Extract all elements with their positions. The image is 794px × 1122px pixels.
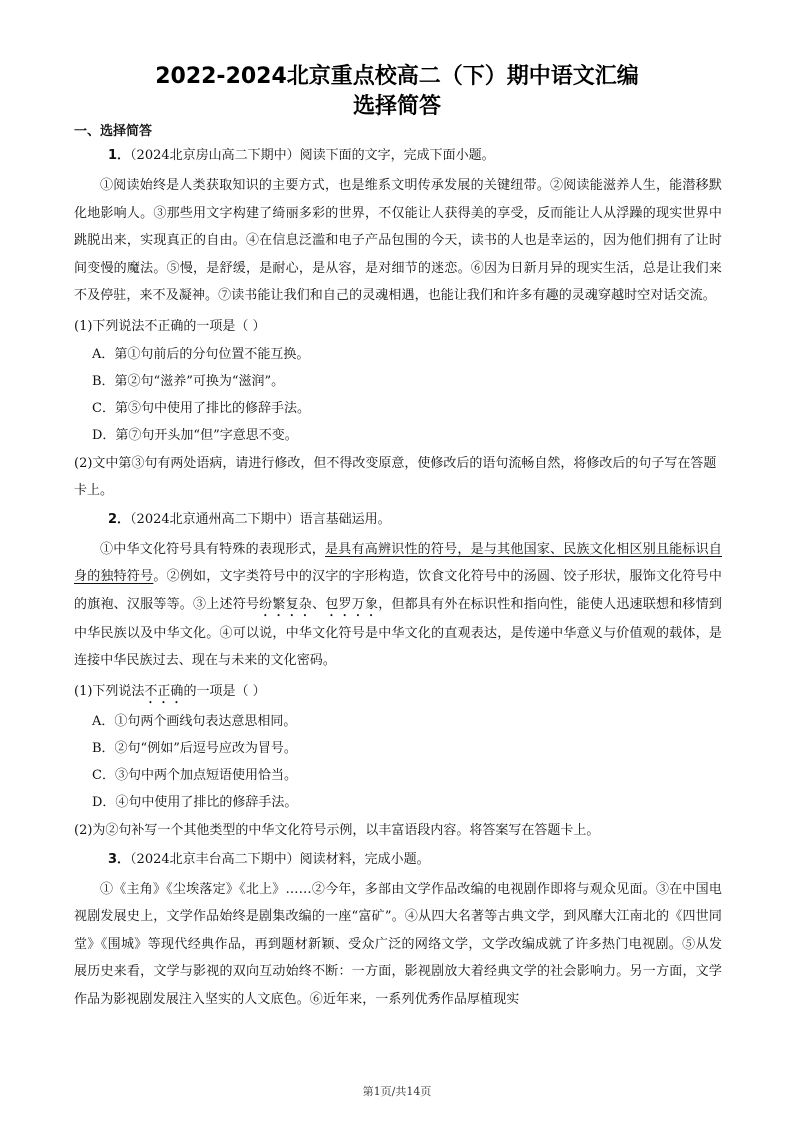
question-3-source: （2024北京丰台高二下期中） [130,851,300,867]
question-3-number: 3． [108,851,131,867]
question-2-option-b: B．②句“例如”后逗号应改为冒号。 [92,740,297,756]
sub-text: (1)下列说法 [74,683,145,699]
question-2-option-d: D．④句中使用了排比的修辞手法。 [92,794,298,810]
document-title-line1: 2022-2024北京重点校高二（下）期中语文汇编 [155,64,639,89]
question-1-option-a: A．第①句前后的分句位置不能互换。 [92,346,310,362]
passage-text: ，但都具有外在标识性和指向性，能使人迅速联想和移情到中华民族以及中华文化。④可以说，中华文化符号是中华文化的直观表达，是传递中华意义与价值观的载体，是连接中华民族过去、现在与未来的文化密码。 [74,596,722,668]
question-1-passage: ①阅读始终是人类获取知识的主要方式，也是维系文明传承发展的关键纽带。②阅读能滋养人生，能潜移默化地影响人。③那些用文字构建了绮丽多彩的世界，不仅能让人获得美的享受，反而能让人从浮躁的现实世界中跳脱出来，实现真正的自由。④在信息泛滥和电子产品包围的今天，读书的人也是幸运的，因为他们拥有了让时间变慢的魔法。⑤慢，是舒缓，是耐心，是从容，是对细节的迷恋。⑥因为日新月异的现实生活，总是让我们来不及停驻，来不及凝神。⑦读书能让我们和自己的灵魂相遇，也能让我们和许多有趣的灵魂穿越时空对话交流。 [74,178,722,303]
section-heading: 一、选择简答 [74,124,153,139]
question-3-passage: ①《主角》《尘埃落定》《北上》……②今年，多部由文学作品改编的电视剧作即将与观众见面。③在中国电视剧发展史上，文学作品始终是剧集改编的一座“富矿”。④从四大名著等古典文学，到风靡大江南北的《四世同堂》《围城》等现代经典作品，再到题材新颖、受众广泛的网络文学，文学改编成就了许多热门电视剧。⑤从发展历史来看，文学与影视的双向互动始终不断：一方面，影视剧放大着经典文学的社会影响力。另一方面，文学作品为影视剧发展注入坚实的人文底色。⑥近年来，一系列优秀作品厚植现实 [74,881,722,1007]
question-2-prompt: 语言基础运用。 [299,511,391,527]
question-1-prompt: 阅读下面的文字，完成下面小题。 [299,148,495,163]
question-1-header [74,144,722,168]
question-1-number: 1． [108,148,131,163]
question-2-option-a: A．①句两个画线句表达意思相同。 [92,713,297,729]
question-3-header [74,848,722,872]
dotted-phrase: 包罗万象 [325,596,379,612]
question-2-option-c: C．③句中两个加点短语使用恰当。 [92,767,297,783]
question-3-prompt: 阅读材料，完成小题。 [299,851,430,867]
passage-text: ①中华文化符号具有特殊的表现形式， [100,541,326,557]
question-2-sub1 [74,678,722,707]
passage-text: 、 [312,596,326,612]
passage-text: 。②例如，文字类符号中的汉字的字形构造，饮食文化符号中的汤圆、饺子形状，服饰文化符号中的旗袍、汉服等等。③上述符号 [74,569,722,612]
document-body [74,140,722,1016]
question-2-passage [74,536,722,675]
question-1-sub2: (2)文中第③句有两处语病，请进行修改，但不得改变原意，使修改后的语句流畅自然，将修改后的句子写在答题卡上。 [74,455,717,498]
question-2-sub2: (2)为②句补写一个其他类型的中华文化符号示例，以丰富语段内容。将答案写在答题卡上。 [74,822,600,838]
question-1-option-d: D．第⑦句开头加“但”字意思不变。 [92,427,298,443]
question-2-source: （2024北京通州高二下期中） [130,511,300,527]
dotted-phrase: 纷繁复杂 [259,596,313,612]
sub-text: 的一项是（ ） [183,683,266,699]
question-1-sub1: (1)下列说法不正确的一项是（ ） [74,318,266,334]
question-1-option-c: C．第⑤句中使用了排比的修辞手法。 [92,400,310,416]
question-1-option-b: B．第②句“滋养”可换为“滋润”。 [92,373,285,389]
question-2-header [74,508,722,532]
page-footer: 第1页/共14页 [362,1085,432,1098]
dotted-word: 不正确 [144,683,184,699]
document-title-line2: 选择简答 [352,94,441,119]
question-2-number: 2． [108,511,131,527]
underlined-sentence: 是具有高辨识性的符号，是与其他国家、民族文化相区别且能标识自身的独特符号 [74,541,722,584]
question-1-source: （2024北京房山高二下期中） [130,148,300,163]
